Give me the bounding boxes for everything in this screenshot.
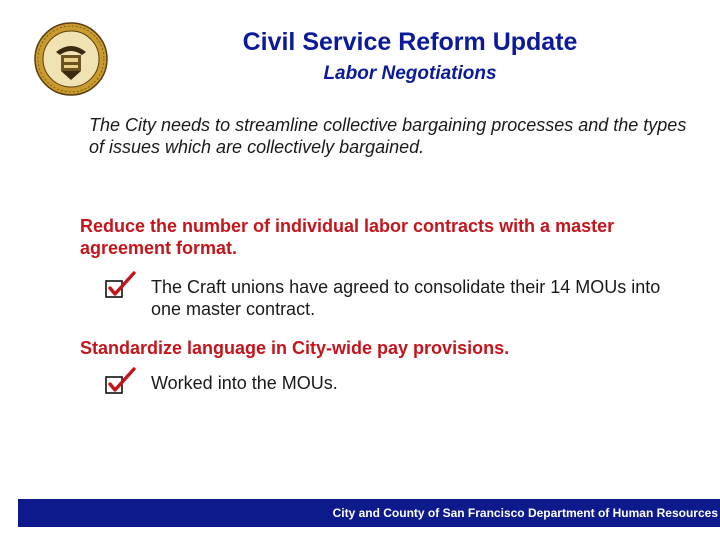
footer-text: City and County of San Francisco Department of Human Resources (332, 506, 718, 520)
city-seal-icon (34, 22, 108, 96)
intro-text: The City needs to streamline collective bargaining processes and the types of issues which are collectively bargained. (89, 115, 687, 157)
bullet-point: Reduce the number of individual labor contracts with a master agreement format. (80, 216, 615, 258)
slide-subtitle: Labor Negotiations (323, 63, 497, 84)
checkmark-box-icon (104, 270, 138, 300)
slide-title: Civil Service Reform Update (242, 28, 578, 56)
checkmark-box-icon (104, 366, 138, 396)
bullet-point: Standardize language in City-wide pay provisions. (80, 338, 510, 358)
sub-bullet-point: The Craft unions have agreed to consolidate their 14 MOUs into one master contract. (151, 277, 661, 319)
sub-bullet-point: Worked into the MOUs. (151, 373, 338, 393)
footer-bar (18, 499, 720, 527)
